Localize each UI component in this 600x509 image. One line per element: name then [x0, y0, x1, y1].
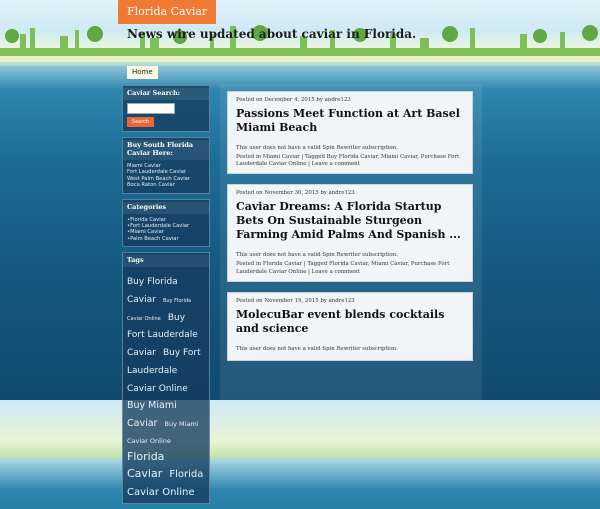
tag-link[interactable]: Buy Florida Caviar Online — [127, 297, 192, 322]
tag-link[interactable]: Buy Fort Lauderdale Caviar — [127, 312, 198, 359]
search-button[interactable]: Search — [127, 117, 154, 127]
category-link[interactable]: • Florida Caviar — [127, 217, 205, 223]
category-link[interactable]: • Fort Lauderdale Caviar — [127, 223, 205, 229]
tag-link[interactable]: Florida Caviar Online — [127, 469, 204, 499]
buy-caviar-widget-title: Buy South Florida Caviar Here: — [123, 140, 209, 160]
post-card — [227, 184, 473, 281]
buy-caviar-widget — [122, 137, 210, 194]
post-meta: Posted on December 4, 2015 by andre123 — [236, 97, 351, 103]
sidebar — [122, 85, 210, 509]
post-title[interactable]: Passions Meet Function at Art Basel Miami Beach — [236, 107, 460, 134]
nav-item-home[interactable]: Home — [127, 66, 158, 79]
categories-widget — [122, 199, 210, 248]
post-footer: Posted in Miami Caviar | Tagged Buy Florida Caviar, Miami Caviar, Purchase Fort Lauderdale Caviar Online | Leave a comment — [236, 154, 460, 168]
category-link[interactable]: • Palm Beach Caviar — [127, 236, 205, 242]
post-footer: Posted in Florida Caviar | Tagged Florida Caviar, Miami Caviar, Purchase Fort Lauderdale Caviar Online | Leave a comment — [236, 261, 450, 275]
tags-widget-title: Tags — [123, 255, 209, 267]
site-tagline: News wire updated about caviar in Florida. — [127, 27, 417, 41]
tag-link[interactable]: Florida Caviar — [127, 450, 165, 481]
search-widget-title: Caviar Search: — [123, 88, 209, 100]
buy-link-west-palm-beach[interactable]: West Palm Beach Caviar — [127, 175, 190, 182]
buy-link-miami[interactable]: Miami Caviar — [127, 163, 161, 169]
tags-widget — [122, 252, 210, 504]
tag-link[interactable]: Buy Miami Caviar — [127, 400, 177, 429]
post-card — [227, 292, 473, 361]
post-card — [227, 91, 473, 174]
tag-cloud — [123, 270, 209, 499]
category-link[interactable]: • Miami Caviar — [127, 229, 205, 235]
post-meta: Posted on November 19, 2015 by andre123 — [236, 297, 355, 304]
tag-link[interactable]: Buy Miami Caviar Online — [127, 419, 199, 445]
categories-widget-title: Categories — [123, 202, 209, 214]
post-list — [227, 91, 473, 371]
post-body: This user does not have a valid Spin Rewriter subscription. — [236, 145, 398, 151]
search-input[interactable] — [127, 103, 175, 114]
post-body: This user does not have a valid Spin Rewriter subscription. — [236, 252, 398, 259]
search-widget — [122, 85, 210, 132]
tag-link[interactable]: Buy Fort Lauderdale Caviar Online — [127, 348, 201, 394]
post-title[interactable]: MolecuBar event blends cocktails and science — [236, 307, 445, 335]
buy-link-boca-raton[interactable]: Boca Raton Caviar — [127, 182, 175, 189]
site-title[interactable]: Florida Caviar — [118, 0, 216, 24]
buy-link-fort-lauderdale[interactable]: Fort Lauderdale Caviar — [127, 169, 187, 176]
tag-link[interactable]: Buy Florida Caviar — [127, 277, 178, 305]
post-meta: Posted on November 30, 2015 by andre123 — [236, 190, 355, 197]
post-body: This user does not have a valid Spin Rewriter subscription. — [236, 345, 398, 352]
post-title[interactable]: Caviar Dreams: A Florida Startup Bets On Sustainable Sturgeon Farming Amid Palms And Spanish ... — [236, 200, 461, 242]
